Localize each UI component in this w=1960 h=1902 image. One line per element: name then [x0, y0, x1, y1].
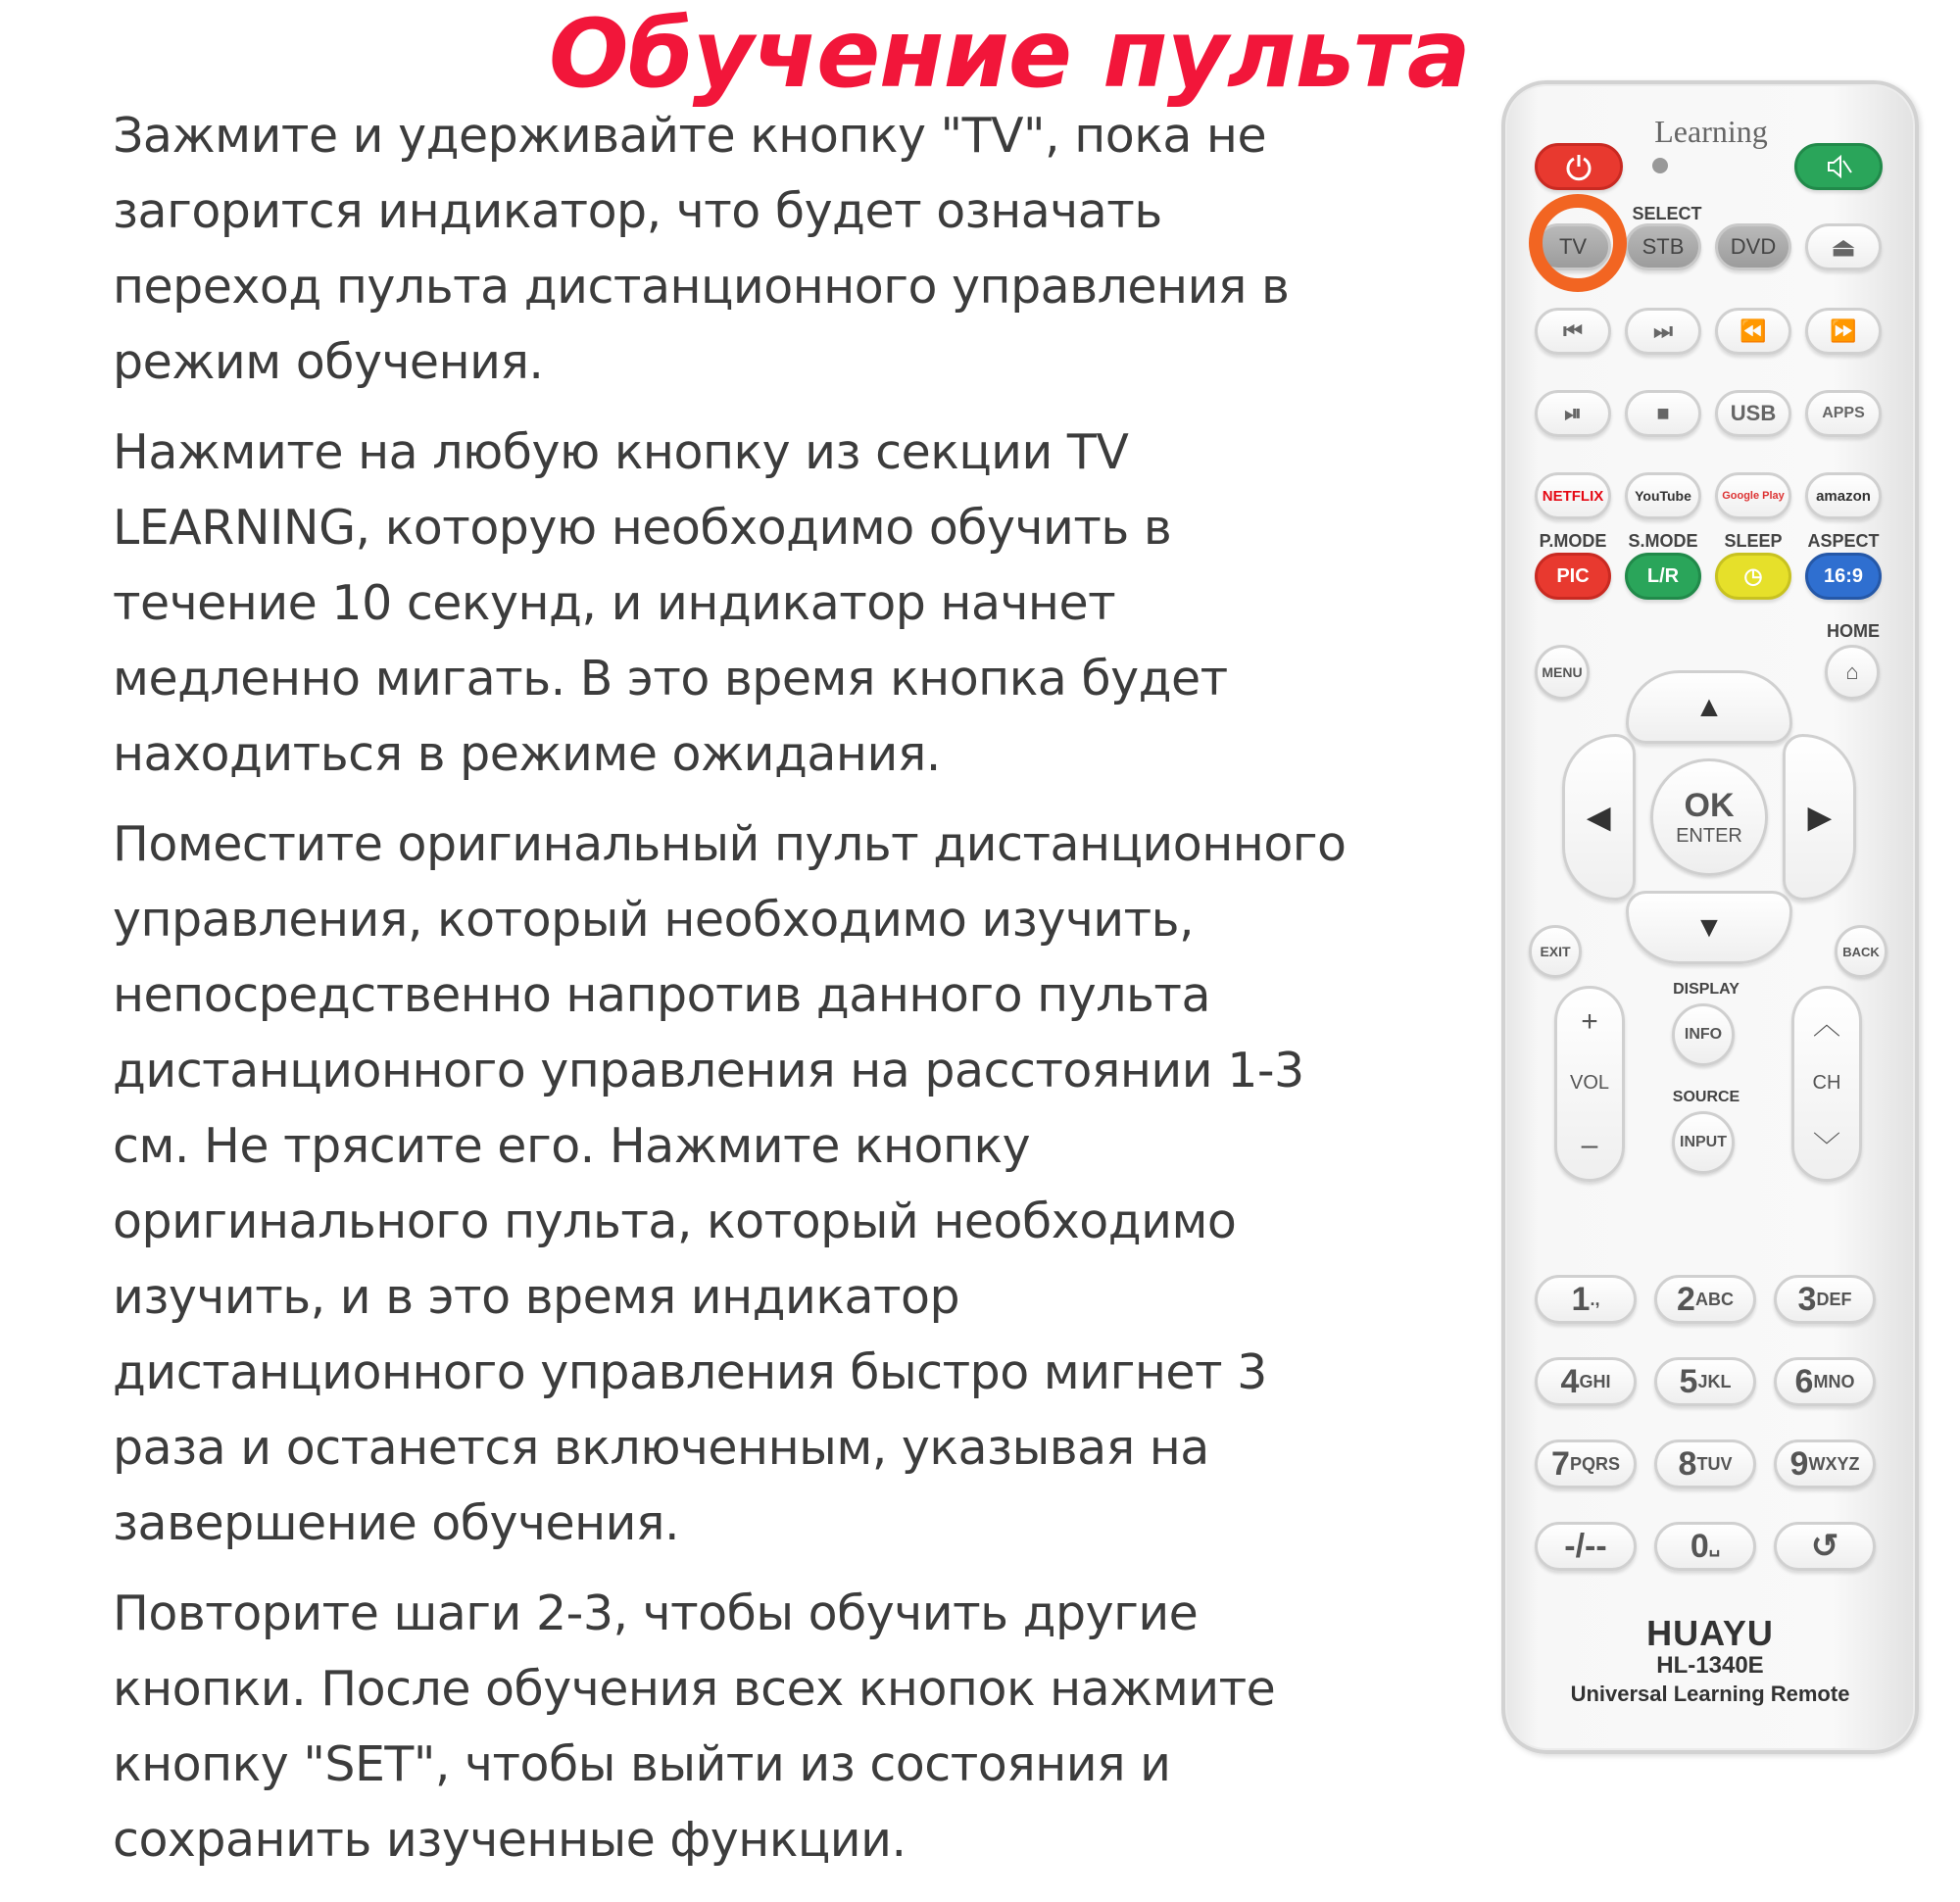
number-letters: ABC [1694, 1289, 1734, 1309]
sleep-button[interactable] [1715, 553, 1791, 600]
lr-button[interactable]: L/R [1625, 553, 1701, 600]
number-digit: 6 [1794, 1362, 1814, 1400]
right-button[interactable] [1783, 734, 1856, 901]
play-pause-icon: ⏯ [1564, 401, 1582, 425]
apps-button[interactable]: APPS [1805, 390, 1882, 437]
number-letters: DEF [1816, 1289, 1852, 1309]
number-button[interactable] [1654, 1275, 1756, 1324]
step-1-text: Зажмите и удерживайте кнопку "TV", пока не загорится индикатор, что будет означать переход пульта дистанционного управления в режим обучения. [113, 108, 1290, 390]
number-button[interactable] [1535, 1439, 1637, 1488]
step-2-text: Нажмите на любую кнопку из секции TV LEARNING, которую необходимо обучить в течение 10 секунд, и индикатор начнет медленно мигать. В это время кнопка будет находиться в режиме ожидания. [113, 424, 1228, 782]
number-button[interactable] [1774, 1439, 1876, 1488]
number-digit: 5 [1679, 1362, 1698, 1400]
number-button[interactable] [1774, 1357, 1876, 1406]
model-name: HL-1340E [1656, 1652, 1764, 1679]
up-button[interactable] [1626, 670, 1792, 744]
display-label: DISPLAY [1673, 981, 1740, 998]
fast-forward-button[interactable] [1805, 308, 1882, 355]
mute-icon [1824, 152, 1853, 181]
number-digit: 4 [1560, 1362, 1580, 1400]
tagline: Universal Learning Remote [1570, 1682, 1850, 1706]
vol-plus[interactable]: + [1581, 1005, 1598, 1039]
info-button[interactable]: INFO [1672, 1003, 1735, 1066]
exit-button[interactable]: EXIT [1529, 925, 1582, 978]
step-4-text: Повторите шаги 2-3, чтобы обучить другие кнопки. После обучения всех кнопок нажмите кнопку "SET", чтобы выйти из состояния и сохранить изученные функции. [113, 1585, 1276, 1868]
number-letters: PQRS [1569, 1453, 1620, 1474]
skip-forward-icon: ⏭ [1653, 318, 1673, 343]
number-letters: MNO [1813, 1371, 1855, 1391]
mute-button[interactable] [1794, 143, 1883, 190]
channel-rocker[interactable] [1791, 986, 1862, 1182]
rewind-button[interactable] [1715, 308, 1791, 355]
vol-minus[interactable]: – [1581, 1128, 1598, 1161]
arrow-up-icon: ▲ [1694, 690, 1724, 723]
number-letters: TUV [1696, 1453, 1733, 1474]
number-digit: ↺ [1810, 1528, 1839, 1565]
dvd-button[interactable]: DVD [1715, 223, 1791, 270]
stb-button[interactable]: STB [1625, 223, 1701, 270]
arrow-left-icon: ◀ [1587, 801, 1611, 834]
fast-forward-icon: ⏩ [1830, 318, 1857, 343]
usb-button[interactable]: USB [1715, 390, 1791, 437]
brand-name: HUAYU [1646, 1613, 1774, 1653]
chevron-up-icon[interactable]: ︿ [1812, 1009, 1840, 1041]
number-digit: 1 [1571, 1280, 1591, 1318]
ok-label: OK [1684, 787, 1735, 824]
number-letters: ␣ [1708, 1536, 1721, 1556]
instructions [113, 98, 1377, 1892]
arrow-down-icon: ▼ [1694, 910, 1724, 944]
arrow-right-icon: ▶ [1807, 801, 1832, 834]
number-button[interactable] [1535, 1357, 1637, 1406]
home-icon: ⌂ [1845, 659, 1859, 684]
step-3-text: Поместите оригинальный пульт дистанционного управления, который необходимо изучить, непосредственно напротив данного пульта дистанционного управления на расстоянии 1-3 см. Не трясите его. Нажмите кнопку оригинального пульта, который необходимо изучить, и в это время индикатор дистанционного управления быстро мигнет 3 раза и останется включенным, указывая на завершение обучения. [113, 816, 1347, 1551]
sleep-label: SLEEP [1724, 531, 1783, 551]
input-button[interactable]: INPUT [1672, 1111, 1735, 1174]
back-button[interactable]: BACK [1835, 925, 1887, 978]
select-label: SELECT [1632, 204, 1702, 223]
stop-button[interactable] [1625, 390, 1701, 437]
next-button[interactable] [1625, 308, 1701, 355]
left-button[interactable] [1562, 734, 1636, 901]
pmode-label: P.MODE [1539, 531, 1607, 551]
number-button[interactable] [1535, 1275, 1637, 1324]
clock-icon: ◷ [1743, 563, 1763, 588]
number-letters: JKL [1697, 1371, 1732, 1391]
number-button[interactable] [1654, 1439, 1756, 1488]
number-button[interactable] [1774, 1522, 1876, 1571]
number-letters: WXYZ [1808, 1453, 1860, 1474]
indicator-led [1652, 158, 1668, 173]
smode-label: S.MODE [1628, 531, 1698, 551]
pic-button[interactable]: PIC [1535, 553, 1611, 600]
google-play-button[interactable]: Google Play [1715, 472, 1791, 519]
ok-button[interactable] [1650, 758, 1768, 876]
aspect-label: ASPECT [1807, 531, 1880, 551]
rewind-icon: ⏪ [1740, 318, 1767, 343]
skip-back-icon: ⏮ [1563, 318, 1583, 343]
chevron-down-icon[interactable]: ﹀ [1812, 1130, 1840, 1161]
number-button[interactable] [1774, 1275, 1876, 1324]
number-button[interactable] [1654, 1357, 1756, 1406]
youtube-button[interactable]: YouTube [1625, 472, 1701, 519]
number-digit: 3 [1797, 1280, 1817, 1318]
number-letters: ., [1590, 1289, 1600, 1309]
amazon-button[interactable]: amazon [1805, 472, 1882, 519]
number-digit: 0 [1690, 1527, 1709, 1565]
down-button[interactable] [1626, 891, 1792, 964]
eject-icon: ⏏ [1831, 231, 1856, 262]
volume-rocker[interactable] [1554, 986, 1625, 1182]
number-digit: 8 [1678, 1444, 1697, 1483]
menu-button[interactable]: MENU [1535, 645, 1590, 700]
tv-button[interactable]: TV [1535, 223, 1611, 270]
number-digit: 2 [1677, 1280, 1695, 1318]
vol-label: VOL [1569, 1072, 1610, 1095]
page-title: Обучение пульта [549, 0, 1470, 109]
play-pause-button[interactable] [1535, 390, 1611, 437]
remote-logo: Learning [1654, 114, 1768, 149]
power-button[interactable] [1535, 143, 1623, 190]
number-button[interactable] [1654, 1522, 1756, 1571]
enter-label: ENTER [1676, 825, 1742, 847]
number-letters: GHI [1579, 1371, 1611, 1391]
ch-label: CH [1812, 1072, 1841, 1095]
eject-button[interactable] [1805, 223, 1882, 270]
remote-control [1501, 80, 1919, 1754]
home-label: HOME [1827, 621, 1880, 641]
netflix-button[interactable]: NETFLIX [1535, 472, 1611, 519]
stop-icon: ■ [1656, 401, 1670, 425]
dpad [1562, 670, 1856, 964]
source-label: SOURCE [1672, 1089, 1740, 1105]
tv-button-highlight [1529, 194, 1627, 292]
number-digit: -/-- [1564, 1527, 1607, 1565]
number-button[interactable] [1535, 1522, 1637, 1571]
number-digit: 9 [1789, 1444, 1809, 1483]
number-digit: 7 [1551, 1444, 1570, 1483]
aspect-button[interactable]: 16:9 [1805, 553, 1882, 600]
prev-button[interactable] [1535, 308, 1611, 355]
power-icon [1564, 152, 1593, 181]
